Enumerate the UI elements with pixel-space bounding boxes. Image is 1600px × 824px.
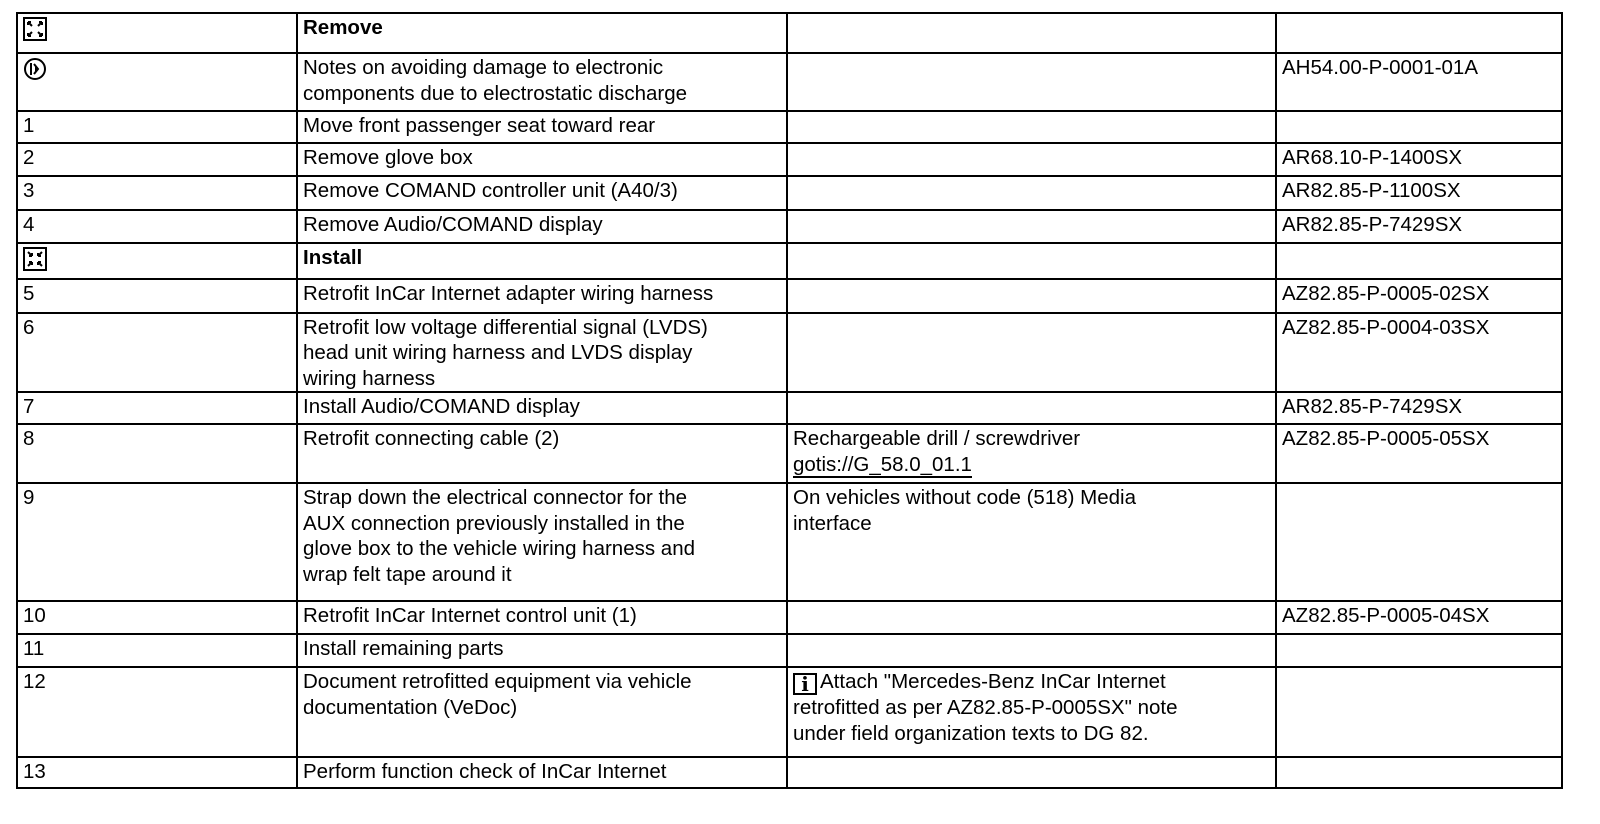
cell-text: 6 bbox=[23, 315, 35, 339]
reference-cell bbox=[1276, 667, 1562, 757]
note-cell bbox=[787, 243, 1276, 279]
cell-text: AR82.85-P-7429SX bbox=[1282, 395, 1463, 418]
cell-text-line: AUX connection previously installed in the bbox=[303, 511, 685, 535]
cell-text: Move front passenger seat toward rear bbox=[303, 114, 656, 137]
note-cell bbox=[787, 634, 1276, 667]
tool-link[interactable]: gotis://G_58.0_01.1 bbox=[793, 452, 972, 476]
cell-text-line: under field organization texts to DG 82. bbox=[793, 721, 1149, 745]
note-cell bbox=[787, 143, 1276, 176]
cell-text-line: retrofitted as per AZ82.85-P-0005SX" note bbox=[793, 696, 1178, 719]
action-cell bbox=[297, 111, 787, 143]
action-cell bbox=[297, 13, 787, 53]
cell-text-line: Strap down the electrical connector for the bbox=[303, 486, 688, 509]
reference-cell[interactable] bbox=[1276, 53, 1562, 111]
table-row bbox=[17, 757, 1562, 788]
reference-cell bbox=[1276, 757, 1562, 788]
table-row bbox=[17, 210, 1562, 243]
table-row bbox=[17, 634, 1562, 667]
reference-cell[interactable] bbox=[1276, 176, 1562, 210]
cell-text: 9 bbox=[23, 486, 35, 509]
cell-text: 2 bbox=[23, 146, 35, 169]
cell-text: Retrofit InCar Internet adapter wiring harness bbox=[303, 281, 714, 305]
cell-text: 7 bbox=[23, 395, 35, 418]
cell-text: AZ82.85-P-0004-03SX bbox=[1282, 315, 1490, 339]
cell-text: 12 bbox=[23, 670, 46, 693]
reference-cell[interactable] bbox=[1276, 210, 1562, 243]
cell-text: Rechargeable drill / screwdriver bbox=[793, 427, 1081, 450]
table-row bbox=[17, 13, 1562, 53]
table-row bbox=[17, 176, 1562, 210]
step-cell bbox=[17, 392, 297, 424]
action-cell bbox=[297, 176, 787, 210]
procedure-table bbox=[16, 12, 1563, 789]
cell-text: 1 bbox=[23, 114, 35, 137]
reference-cell[interactable] bbox=[1276, 143, 1562, 176]
cell-text: 5 bbox=[23, 281, 35, 305]
cell-text-line: glove box to the vehicle wiring harness and bbox=[303, 537, 696, 560]
cell-text: AR68.10-P-1400SX bbox=[1282, 146, 1463, 169]
cell-text: 13 bbox=[23, 760, 46, 783]
table-row bbox=[17, 313, 1562, 393]
action-cell bbox=[297, 667, 787, 757]
cell-text: AZ82.85-P-0005-04SX bbox=[1282, 604, 1490, 627]
note-cell bbox=[787, 313, 1276, 393]
cell-text-line: wiring harness bbox=[303, 366, 436, 390]
cell-text-line: head unit wiring harness and LVDS display bbox=[303, 341, 693, 364]
action-cell bbox=[297, 757, 787, 788]
remove-icon bbox=[23, 17, 47, 48]
action-cell bbox=[297, 483, 787, 601]
cell-text: 3 bbox=[23, 179, 35, 202]
table-row bbox=[17, 667, 1562, 757]
cell-text: 11 bbox=[23, 637, 45, 660]
table-row bbox=[17, 279, 1562, 313]
step-cell bbox=[17, 210, 297, 243]
cell-text: 10 bbox=[23, 604, 46, 627]
action-cell bbox=[297, 210, 787, 243]
reference-cell bbox=[1276, 111, 1562, 143]
action-cell bbox=[297, 279, 787, 313]
step-cell bbox=[17, 634, 297, 667]
action-cell bbox=[297, 243, 787, 279]
cell-text: Install Audio/COMAND display bbox=[303, 395, 580, 418]
note-cell bbox=[787, 210, 1276, 243]
action-cell bbox=[297, 601, 787, 634]
cell-text: Remove bbox=[303, 16, 383, 39]
step-cell bbox=[17, 667, 297, 757]
reference-cell bbox=[1276, 13, 1562, 53]
action-cell bbox=[297, 313, 787, 393]
cell-text-line: wrap felt tape around it bbox=[303, 562, 512, 586]
table-row bbox=[17, 53, 1562, 111]
reference-cell[interactable] bbox=[1276, 279, 1562, 313]
note-cell bbox=[787, 111, 1276, 143]
table-row bbox=[17, 601, 1562, 634]
cell-text: 8 bbox=[23, 427, 35, 450]
note-cell bbox=[787, 13, 1276, 53]
cell-text: AR82.85-P-7429SX bbox=[1282, 213, 1463, 236]
reference-cell[interactable] bbox=[1276, 601, 1562, 634]
cell-text-line: Retrofit low voltage differential signal (LVDS) bbox=[303, 315, 708, 339]
reference-cell bbox=[1276, 483, 1562, 601]
step-cell bbox=[17, 483, 297, 601]
cell-text: AZ82.85-P-0005-02SX bbox=[1282, 281, 1490, 305]
step-cell bbox=[17, 424, 297, 483]
step-cell bbox=[17, 13, 297, 53]
cell-text: Install bbox=[303, 246, 363, 269]
cell-text: Remove COMAND controller unit (A40/3) bbox=[303, 179, 678, 202]
cell-text: AH54.00-P-0001-01A bbox=[1282, 56, 1479, 79]
reference-cell[interactable] bbox=[1276, 424, 1562, 483]
cell-text: Remove glove box bbox=[303, 146, 473, 169]
cell-text-line: interface bbox=[793, 511, 872, 535]
action-cell bbox=[297, 143, 787, 176]
cell-text: Install remaining parts bbox=[303, 637, 504, 660]
action-cell bbox=[297, 392, 787, 424]
step-cell bbox=[17, 111, 297, 143]
note-cell bbox=[787, 601, 1276, 634]
cell-text: Perform function check of InCar Internet bbox=[303, 760, 667, 783]
cell-text-line: Document retrofitted equipment via vehicle bbox=[303, 670, 692, 693]
install-icon bbox=[23, 247, 47, 278]
cell-text: Remove Audio/COMAND display bbox=[303, 213, 603, 236]
table-row bbox=[17, 483, 1562, 601]
esd-warning-icon bbox=[23, 57, 47, 88]
reference-cell[interactable] bbox=[1276, 392, 1562, 424]
cell-text: AR82.85-P-1100SX bbox=[1282, 179, 1461, 202]
note-cell bbox=[787, 176, 1276, 210]
cell-text: 4 bbox=[23, 213, 35, 236]
cell-text-line: documentation (VeDoc) bbox=[303, 695, 518, 719]
step-cell bbox=[17, 143, 297, 176]
note-line-with-icon bbox=[793, 669, 1270, 695]
step-cell bbox=[17, 279, 297, 313]
step-cell bbox=[17, 176, 297, 210]
action-cell bbox=[297, 634, 787, 667]
cell-text-line: On vehicles without code (518) Media bbox=[793, 486, 1136, 509]
step-cell bbox=[17, 601, 297, 634]
info-icon: i bbox=[793, 673, 817, 695]
cell-text: AZ82.85-P-0005-05SX bbox=[1282, 427, 1490, 450]
action-cell bbox=[297, 53, 787, 111]
note-cell bbox=[787, 757, 1276, 788]
note-cell bbox=[787, 483, 1276, 601]
cell-text-line: Attach "Mercedes-Benz InCar Internet bbox=[820, 670, 1166, 693]
step-cell bbox=[17, 53, 297, 111]
note-cell bbox=[787, 392, 1276, 424]
reference-cell bbox=[1276, 243, 1562, 279]
reference-cell[interactable] bbox=[1276, 313, 1562, 393]
step-cell bbox=[17, 243, 297, 279]
table-row bbox=[17, 143, 1562, 176]
cell-text: Retrofit connecting cable (2) bbox=[303, 427, 560, 450]
note-cell bbox=[787, 424, 1276, 483]
cell-text-line: components due to electrostatic discharge bbox=[303, 81, 688, 105]
table-row bbox=[17, 243, 1562, 279]
note-cell bbox=[787, 667, 1276, 757]
note-cell bbox=[787, 53, 1276, 111]
reference-cell bbox=[1276, 634, 1562, 667]
table-row bbox=[17, 392, 1562, 424]
cell-text: Retrofit InCar Internet control unit (1) bbox=[303, 604, 637, 627]
step-cell bbox=[17, 313, 297, 393]
step-cell bbox=[17, 757, 297, 788]
table-row bbox=[17, 111, 1562, 143]
table-row bbox=[17, 424, 1562, 483]
action-cell bbox=[297, 424, 787, 483]
note-cell bbox=[787, 279, 1276, 313]
cell-text-line: Notes on avoiding damage to electronic bbox=[303, 56, 664, 79]
